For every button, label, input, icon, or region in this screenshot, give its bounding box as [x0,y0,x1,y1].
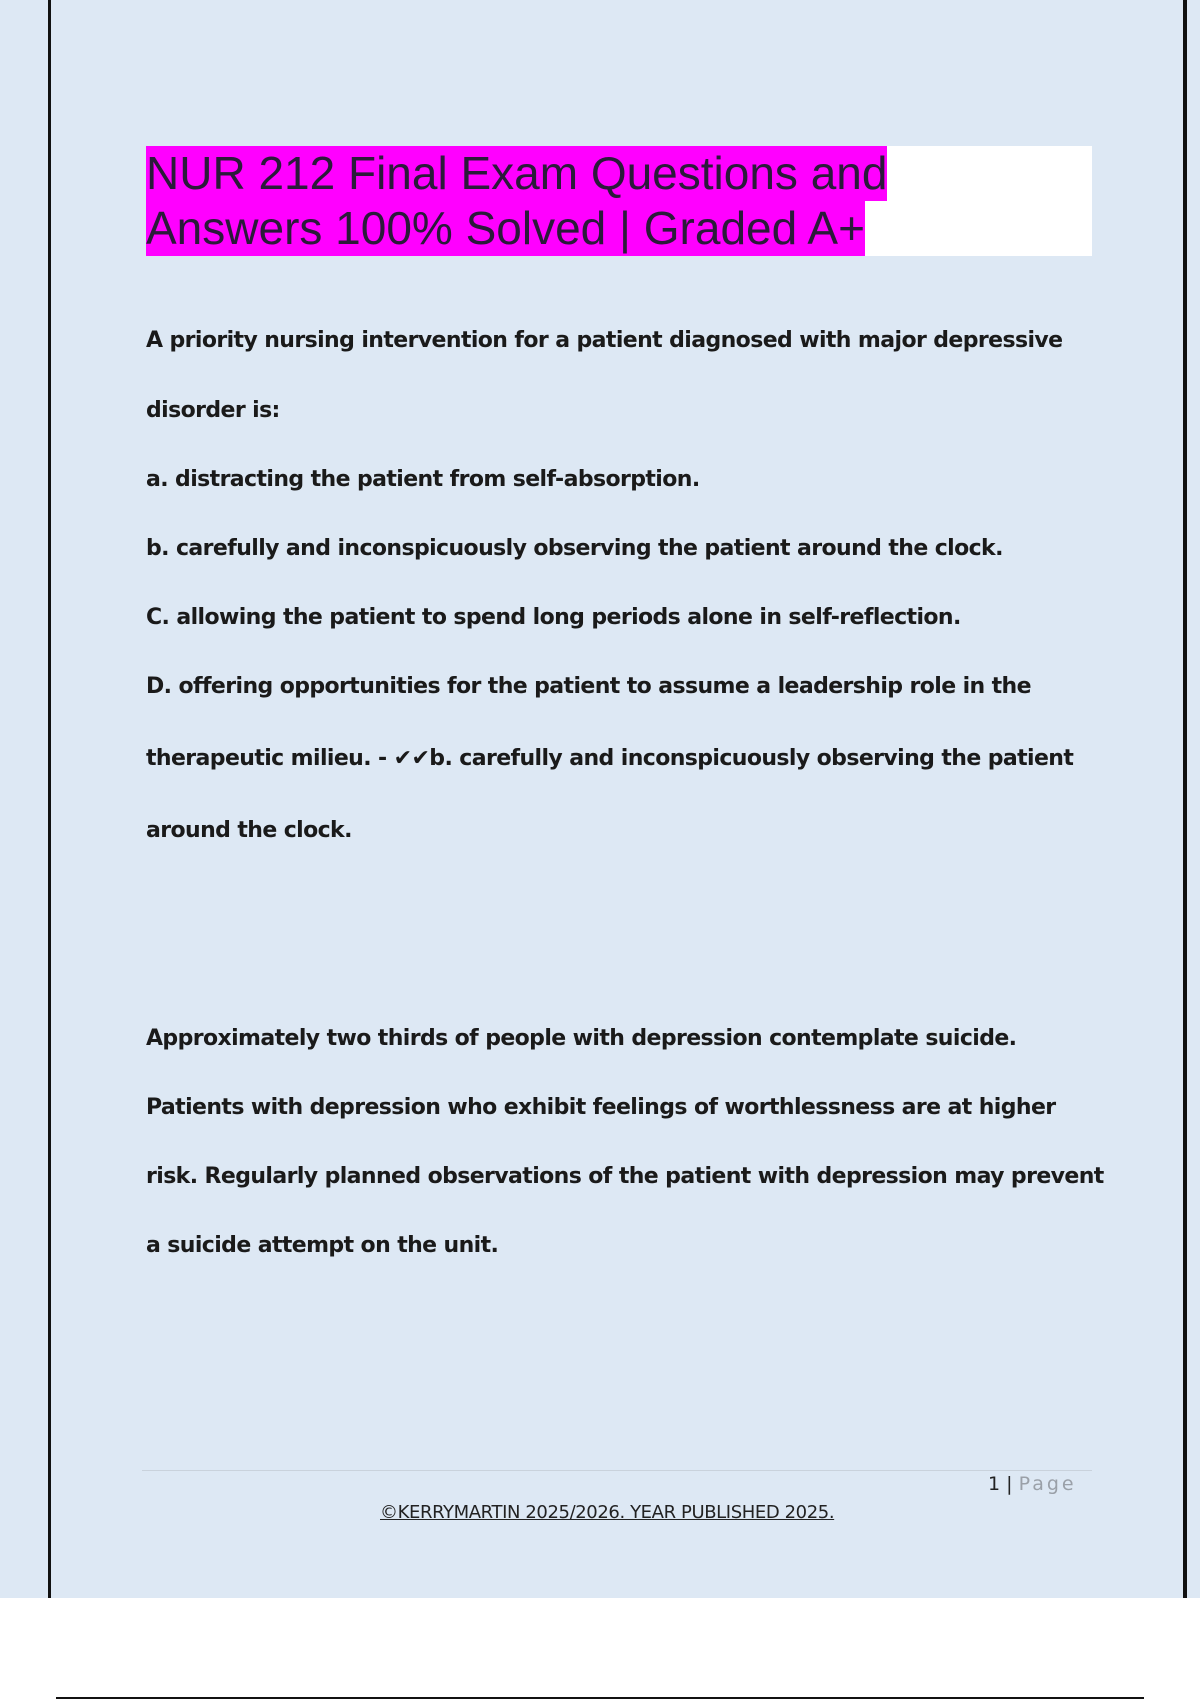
document-title [146,146,1092,256]
question-stem-line-1: A priority nursing intervention for a patient diagnosed with major depressive [146,328,1063,353]
page-number-value: 1 [988,1473,1001,1495]
page-number-separator: | [1006,1473,1013,1495]
page-right-border [1183,0,1187,1598]
double-check-icon: ✔✔ [393,746,430,771]
answer-line-2: around the clock. [146,818,352,843]
bottom-divider [56,1697,1144,1699]
page-left-border [48,0,51,1598]
page-number [988,1473,1077,1495]
footer-divider [142,1470,1092,1471]
option-c: C. allowing the patient to spend long periods alone in self-reflection. [146,605,961,630]
rationale-line-2: Patients with depression who exhibit feelings of worthlessness are at higher [146,1095,1056,1120]
option-d-answer-line [146,746,1073,771]
rationale-line-3: risk. Regularly planned observations of the patient with depression may prevent [146,1164,1104,1189]
answer-line-1: b. carefully and inconspicuously observing the patient [429,746,1074,771]
title-line-2: Answers 100% Solved | Graded A+ [146,202,865,254]
option-d-line-1: D. offering opportunities for the patient to assume a leadership role in the [146,674,1031,699]
option-b: b. carefully and inconspicuously observing the patient around the clock. [146,536,1003,561]
page-word: Page [1018,1473,1077,1495]
question-stem-line-2: disorder is: [146,398,280,423]
title-line-1: NUR 212 Final Exam Questions and [146,147,888,199]
option-a: a. distracting the patient from self-absorption. [146,467,700,492]
copyright-notice: ©KERRYMARTIN 2025/2026. YEAR PUBLISHED 2025. [380,1502,835,1523]
rationale-line-1: Approximately two thirds of people with depression contemplate suicide. [146,1026,1017,1051]
rationale-line-4: a suicide attempt on the unit. [146,1233,499,1258]
option-d-line-2: therapeutic milieu. - [146,746,394,771]
